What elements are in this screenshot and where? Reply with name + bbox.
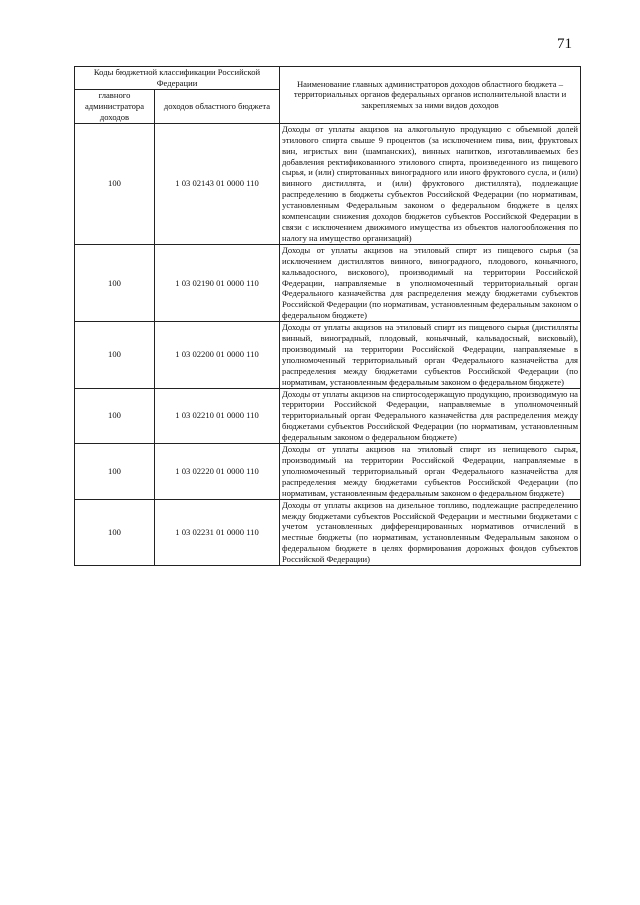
description-cell: Доходы от уплаты акцизов на этиловый спирт из пищевого сырья (за исключением дистиллятов винного, виноградного, плодового, коньячного, кальвадосного, вискового), производимый на территории Российской Федерации, направляемые в уполномоченный территориальный орган Федерального казначейства для распределения между бюджетами субъектов Российской Федерации (по нормативам, установленным федеральным законом о федеральном бюджете) bbox=[280, 244, 581, 321]
admin-code-cell: 100 bbox=[75, 444, 155, 500]
description-cell: Доходы от уплаты акцизов на этиловый спирт из непищевого сырья, производимый на территории Российской Федерации, направляемые в уполномоченный территориальный орган Федерального казначейства для распределения между бюджетами субъектов Российской Федерации (по нормативам, установленным федеральным законом о федеральном бюджете) bbox=[280, 444, 581, 500]
admin-code-cell: 100 bbox=[75, 388, 155, 444]
admin-code-cell: 100 bbox=[75, 244, 155, 321]
description-cell: Доходы от уплаты акцизов на алкогольную продукцию с объемной долей этилового спирта свыше 9 процентов (за исключением пива, вин, фруктовых вин, игристых вин (шампанских), винных напитков, изготавливаемых без добавления ректификованного этилового спирта, произведенного из пищевого сырья, и (или) спиртованных виноградного или иного фруктового сусла, и (или) винного дистиллята, и (или) фруктового дистиллята), подлежащие распределению в бюджеты субъектов Российской Федерации (по нормативам, установленным Федеральным законом о федеральном бюджете в целях компенсации снижения доходов бюджетов субъектов Российской Федерации в связи с исключением движимого имущества из объектов налогообложения по налогу на имущество организаций) bbox=[280, 123, 581, 244]
table-row bbox=[75, 444, 581, 500]
page-number: 71 bbox=[557, 36, 572, 52]
income-code-cell: 1 03 02200 01 0000 110 bbox=[155, 322, 280, 388]
description-cell: Доходы от уплаты акцизов на спиртосодержащую продукцию, производимую на территории Российской Федерации, направляемые в уполномоченный территориальный орган Федерального казначейства для распределения между бюджетами субъектов Российской Федерации (по нормативам, установленным федеральным законом о федеральном бюджете) bbox=[280, 388, 581, 444]
income-code-cell: 1 03 02220 01 0000 110 bbox=[155, 444, 280, 500]
table-row bbox=[75, 388, 581, 444]
income-code-header: доходов областного бюджета bbox=[155, 89, 280, 123]
admin-code-cell: 100 bbox=[75, 499, 155, 565]
admin-code-header: главного администратора доходов bbox=[75, 89, 155, 123]
table-row bbox=[75, 322, 581, 388]
table-row bbox=[75, 499, 581, 565]
description-cell: Доходы от уплаты акцизов на этиловый спирт из пищевого сырья (дистилляты винный, виноградный, плодовый, коньячный, кальвадосный, висковый), производимый на территории Российской Федерации, направляемые в уполномоченный территориальный орган Федерального казначейства для распределения между бюджетами субъектов Российской Федерации (по нормативам, установленным федеральным законом о федеральном бюджете) bbox=[280, 322, 581, 388]
admin-code-cell: 100 bbox=[75, 322, 155, 388]
budget-classification-table bbox=[74, 66, 581, 566]
income-code-cell: 1 03 02190 01 0000 110 bbox=[155, 244, 280, 321]
admin-code-cell: 100 bbox=[75, 123, 155, 244]
description-cell: Доходы от уплаты акцизов на дизельное топливо, подлежащие распределению между бюджетами субъектов Российской Федерации и местными бюджетами с учетом установленных дифференцированных нормативов отчислений в местные бюджеты (по нормативам, установленным Федеральным законом о федеральном бюджете в целях формирования дорожных фондов субъектов Российской Федерации) bbox=[280, 499, 581, 565]
table-row bbox=[75, 123, 581, 244]
table-row bbox=[75, 244, 581, 321]
income-code-cell: 1 03 02143 01 0000 110 bbox=[155, 123, 280, 244]
administrator-name-header: Наименование главных администраторов доходов областного бюджета – территориальных органов федеральных органов исполнительной власти и закрепляемых за ними видов доходов bbox=[280, 67, 581, 124]
classification-codes-header: Коды бюджетной классификации Российской Федерации bbox=[75, 67, 280, 90]
income-code-cell: 1 03 02231 01 0000 110 bbox=[155, 499, 280, 565]
income-code-cell: 1 03 02210 01 0000 110 bbox=[155, 388, 280, 444]
